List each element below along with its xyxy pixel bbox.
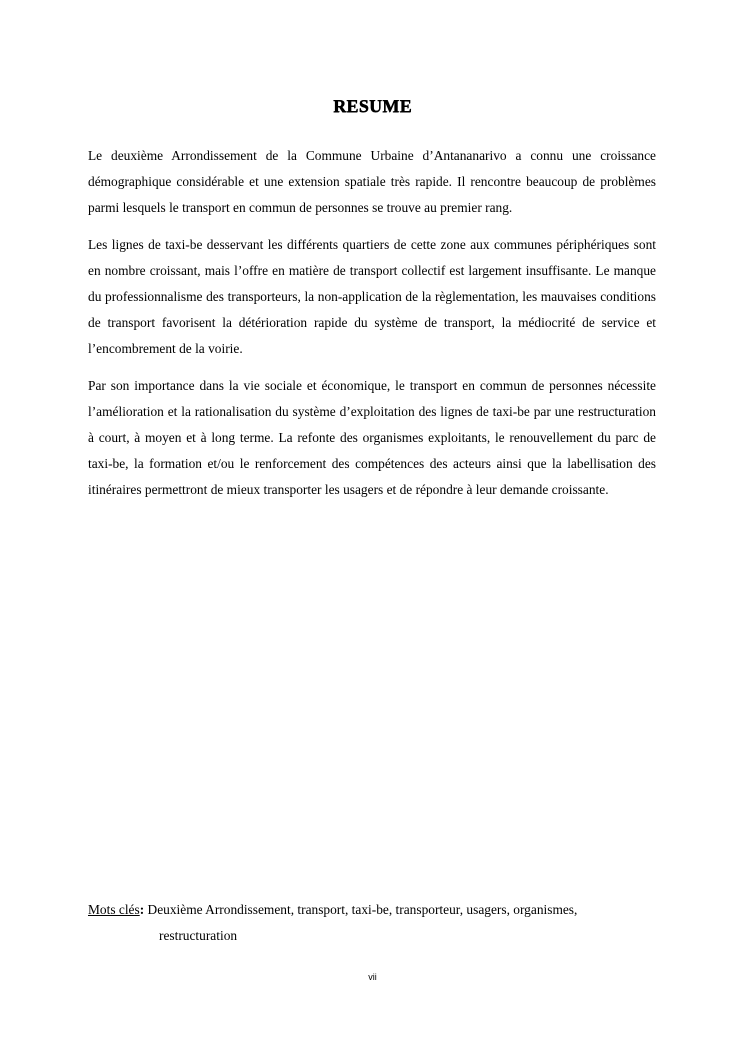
paragraph-1: Le deuxième Arrondissement de la Commune Urbaine d’Antananarivo a connu une croissance démographique considérable et une extension spatiale très rapide. Il rencontre beaucoup de problèmes parmi lesquels le transport en commun de personnes se trouve au premier rang. <box>88 148 656 215</box>
page-title: RESUME <box>333 96 412 116</box>
keywords-label: Mots clés <box>88 902 140 917</box>
keywords-colon: : <box>139 902 145 917</box>
keywords-line-2: restructuration <box>159 928 238 943</box>
keywords-block <box>88 897 656 949</box>
abstract-body <box>88 143 656 514</box>
keywords-line-1 <box>88 897 656 923</box>
keywords-list: Deuxième Arrondissement, transport, taxi-be, transporteur, usagers, organismes, <box>144 902 578 917</box>
paragraph-2: Les lignes de taxi-be desservant les différents quartiers de cette zone aux communes périphériques sont en nombre croissant, mais l’offre en matière de transport collectif est largement insuffisante. Le manque du professionnalisme des transporteurs, la non-application de la règlementation, les mauvaises conditions de transport favorisent la détérioration rapide du système de transport, la médiocrité de service et l’encombrement de la voirie. <box>88 237 656 356</box>
page-number: vii <box>368 972 377 982</box>
paragraph-3: Par son importance dans la vie sociale et économique, le transport en commun de personnes nécessite l’amélioration et la rationalisation du système d’exploitation des lignes de taxi-be par une restructuration à court, à moyen et à long terme. La refonte des organismes exploitants, le renouvellement du parc de taxi-be, la formation et/ou le renforcement des compétences des acteurs ainsi que la labellisation des itinéraires permettront de mieux transporter les usagers et de répondre à leur demande croissante. <box>88 378 656 497</box>
